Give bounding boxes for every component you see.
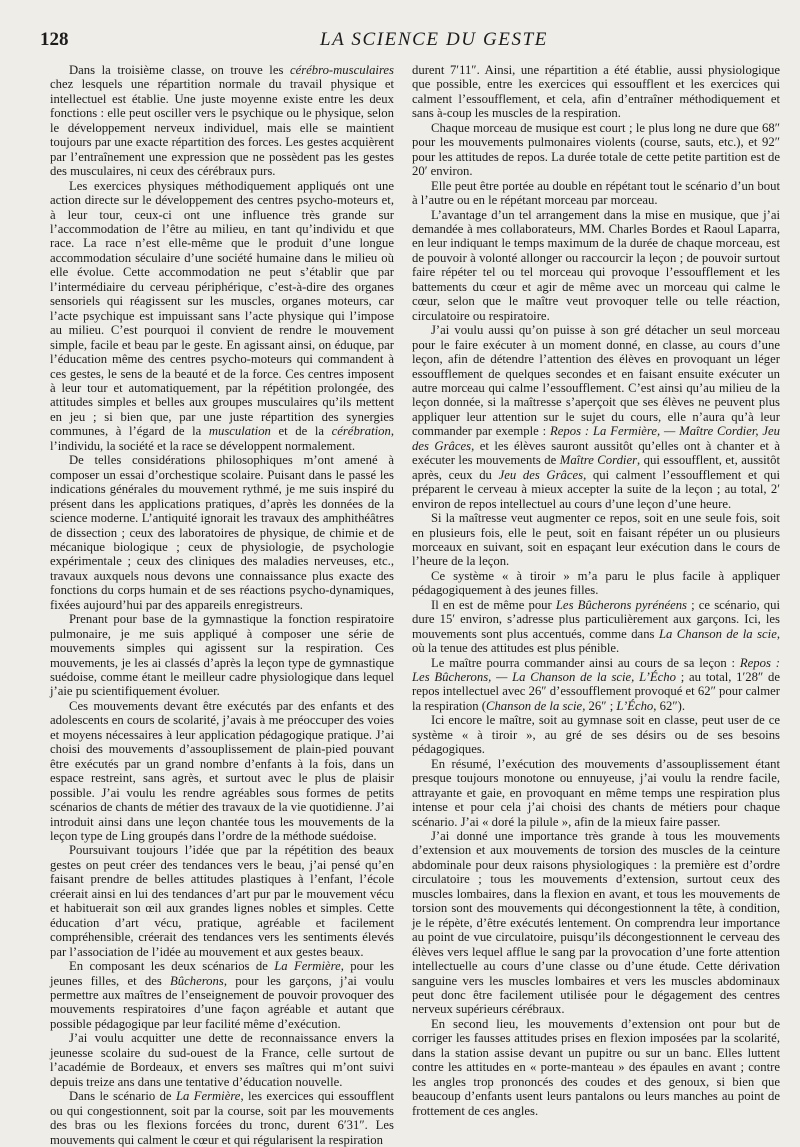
italic-text: Maître Cordier xyxy=(559,453,638,468)
running-title: LA SCIENCE DU GESTE xyxy=(320,29,548,50)
italic-text: cérébro-musculaires xyxy=(289,63,394,77)
text-run: , pour les garçons, j’ai voulu permettre aux maîtres de l’enseignement de pouvoir provoquer des mouvements respiratoires d’une façon agréable et autant que possible pédagogique par leur facilité même d’exécution. xyxy=(50,973,394,1031)
text-run: durent 7′11″. Ainsi, une répartition a été établie, aussi physiologique que possible, entre les exercices qui essoufflent et les exercices qui calment l’essoufflement, et cela, afin d’entraîner méthodiquement et sans à-coup les muscles de la respiration. xyxy=(412,63,780,121)
text-run: Si la maîtresse veut augmenter ce repos, soit en une seule fois, soit en plusieurs fois, elle le peut, soit en faisant répéter un ou plusieurs morceaux en suivant, soit en espaçant leur exécution dans le cours de l’heure de la leçon. xyxy=(412,511,780,569)
paragraph xyxy=(412,598,780,656)
paragraph xyxy=(50,179,394,454)
italic-text: L’Écho xyxy=(616,698,654,713)
text-run: Ici encore le maître, soit au gymnase soit en classe, peut user de ce système « à tiroir », au gré de ses désirs ou de ses besoins pédagogiques. xyxy=(412,713,780,757)
text-run: et de la xyxy=(270,424,332,439)
italic-text: Bûcherons xyxy=(170,973,224,988)
italic-text: La Fermière xyxy=(274,959,341,974)
text-run: J’ai donné une importance très grande à tous les mouvements d’extension et aux mouvements de torsion des muscles de la ceinture abdominale pour deux raisons physiologiques : la première est d’ordre circulatoire ; tous les mouvements d’extension, surtout ceux des muscles lombaires, dans la flexion en avant, et tous les mouvements de torsion sont des mouvements qui décongestionnent la tête, à condition, je le répète, d’être exécutés lentement. On comprendra leur importance au point de vue circulatoire, puisqu’ils décongestionnent le cerveau des élèves vers lequel afflue le sang par la provocation d’une forte attention intellectuelle au cours d’une classe ou d’une étude. Cette dérivation sanguine vers les muscles lombaires et vers les muscles abdominaux peut donc être facilement utilisée pour le dégagement des centres nerveux supérieurs cérébraux. xyxy=(412,829,780,1017)
text-run: , qui calment l’essoufflement et qui préparent le cerveau à mieux accepter la suite de la leçon ; au total, 2′ environ de repos intellectuel au cours d’une leçon d’une heure. xyxy=(412,467,780,511)
text-run: En composant les deux scénarios de xyxy=(69,959,275,974)
paragraph xyxy=(412,569,780,598)
page-number: 128 xyxy=(40,29,69,50)
paragraph xyxy=(50,453,394,612)
paragraph xyxy=(50,612,394,699)
paragraph xyxy=(50,1031,394,1089)
paragraph xyxy=(50,843,394,959)
text-run: , et les élèves sauront aussitôt qu’elles ont à chanter et à exécuter les mouvements de xyxy=(412,438,780,468)
text-run: Dans le scénario de xyxy=(69,1089,176,1104)
text-run: , 26″ ; xyxy=(582,698,617,713)
italic-text: Repos : Les Bûcherons, — La Chanson de la scie, L’Écho xyxy=(412,655,780,685)
italic-text: Les Bûcherons pyrénéens xyxy=(555,597,687,612)
text-run: L’avantage d’un tel arrangement dans la mise en musique, que j’ai demandée à mes collaborateurs, MM. Charles Bordes et Raoul Laparra, en leur indiquant le temps maximum de la durée de chaque morceau, est de pouvoir à volonté allonger ou raccourcir la leçon ; de pouvoir surtout faire répéter tel ou tel morceau qui provoque l’essoufflement et les battements du cœur et agir de même avec un morceau qui calme le cœur, selon que le maître veut provoquer telle ou telle réaction, circulatoire ou respiratoire. xyxy=(412,207,780,323)
paragraph xyxy=(412,63,780,121)
text-run: Poursuivant toujours l’idée que par la répétition des beaux gestes on peut créer des tendances vers le beau, j’ai pensé qu’en faisant prendre de belles attitudes plastiques à l’enfant, l’école créerait ainsi en lui des tendances d’art pur par le mouvement vécu et habituerait son œil aux grandes lignes nobles et simples. Cette éducation d’art vécu, pratique, agréable et facilement compréhensible, créerait des tendances vers les sentiments élevés par l’association de l’idée au mouvement et aux gestes beaux. xyxy=(50,843,394,959)
paragraph xyxy=(50,699,394,844)
text-run: , 62″). xyxy=(653,698,685,713)
italic-text: Jeu des Grâces xyxy=(498,467,584,482)
text-run: , qui essoufflent, et, aussitôt après, ceux du xyxy=(412,453,780,482)
text-run: Elle peut être portée au double en répétant tout le scénario d’un bout à l’autre ou en le répétant morceau par morceau. xyxy=(412,178,780,208)
left-column xyxy=(50,63,394,1147)
text-run: Chaque morceau de musique est court ; le plus long ne dure que 68″ pour les mouvements pulmonaires violents (course, sauts, etc.), et 92″ pour les attitudes de repos. La durée totale de cette petite partition est de 20′ environ. xyxy=(412,120,780,179)
paragraph xyxy=(412,713,780,756)
text-run: En résumé, l’exécution des mouvements d’assouplissement étant presque toujours monotone ou ennuyeuse, j’ai voulu la rendre facile, attrayante et gaie, en provoquant en même temps une respiration plus intense et pour cela j’ai choisi des chants de métiers pour chaque scénario. J’ai « doré la pilule », afin de la mieux faire passer. xyxy=(412,756,780,829)
paragraph xyxy=(412,323,780,511)
italic-text: Chanson de la scie xyxy=(485,698,583,713)
italic-text: musculation xyxy=(208,424,271,439)
italic-text: La Chanson de la scie xyxy=(658,626,777,641)
paragraph xyxy=(50,1089,394,1147)
text-run: , l’individu, la société et la race se développent normalement. xyxy=(50,424,394,453)
italic-text: cérébration xyxy=(331,424,391,439)
italic-text: Repos : La Fermière, — Maître Cordier, Jeu des Grâces xyxy=(412,424,780,453)
text-run: Dans la troisième classe, on trouve les xyxy=(69,63,290,77)
text-run: Il en est de même pour xyxy=(431,597,556,612)
paragraph xyxy=(50,63,394,179)
paragraph xyxy=(412,511,780,569)
text-run: De telles considérations philosophiques m’ont amené à composer un essai d’orchestique scolaire. Puisant dans le passé les indications générales du mouvement rythmé, je me suis inspiré du présent dans les applications pratiques, d’après les données de la science moderne. L’antiquité ignorait les travaux des amphithéâtres de dissection ; ceux des laboratoires de physique, de chimie et de mécanique biologique ; ceux de physiologie, de psychologie expérimentale ; ceux des cliniques des maladies nerveuses, etc., travaux auxquels nous devons une connaissance plus exacte des fonctions du corps humain et de ses réactions psycho-dynamiques, fixées aujourd’hui par des appareils enregistreurs. xyxy=(50,453,394,612)
text-run: Le maître pourra commander ainsi au cours de sa leçon : xyxy=(431,655,740,670)
paragraph xyxy=(412,829,780,1017)
text-run: En second lieu, les mouvements d’extension ont pour but de corriger les fausses attitudes prises en flexion imposées par la scolarité, dans la station assise devant un pupitre ou sur un banc. Elles luttent contre les attitudes en « porte-manteau » des épaules en avant ; contre les angles trop prononcés des coudes et des genoux, si bien que beaucoup d’enfants usent leurs pantalons ou leurs manches au point de frottement de ces angles. xyxy=(412,1016,780,1118)
paragraph xyxy=(412,1017,780,1118)
text-run: chez lesquels une répartition normale du travail physique et intellectuel est établie. Une juste moyenne existe entre les deux fonctions : elle peut osciller vers le psychique ou le physique, selon le développement nerveux individuel, mais elle se maintient toujours par une exacte répartition des forces. Les gestes acquièrent par l’entraînement une expression que ne possèdent pas les gestes des musculaires, ni ceux des cérébraux purs. xyxy=(50,77,394,179)
paragraph xyxy=(412,179,780,208)
paragraph xyxy=(412,757,780,829)
text-run: Ces mouvements devant être exécutés par des enfants et des adolescents en cours de scolarité, j’avais à me préoccuper des voies et moyens nécessaires à leur application pédagogique pratique. J’ai choisi des mouvements d’assouplissement de plain-pied pouvant être exécutés par un grand nombre d’enfants à la fois, dans un espace restreint, sans agrès, et surtout avec le plus de plaisir possible. J’ai voulu les rendre agréables sous formes de petits scénarios de chants de métier des travaux de la vie quotidienne. J’ai introduit ainsi dans une leçon chantée tous les mouvements de la leçon type de Ling groupés dans l’ordre de la méthode suédoise. xyxy=(50,698,394,844)
right-column xyxy=(412,63,780,1118)
italic-text: La Fermière xyxy=(175,1089,241,1104)
text-run: J’ai voulu acquitter une dette de reconnaissance envers la jeunesse scolaire du sud-ouest de la France, celle surtout de l’académie de Bordeaux, et envers ses maîtres qui m’ont suivi depuis treize ans dans une tentative d’éducation nouvelle. xyxy=(50,1031,394,1089)
paragraph xyxy=(50,959,394,1031)
text-run: ; ce scénario, qui dure 15′ environ, s’adresse plus particulièrement aux garçons. Ici, les mouvements sont plus accentués, comme dans xyxy=(412,597,780,641)
paragraph xyxy=(412,656,780,714)
text-run: ; au total, 1′28″ de repos intellectuel avec 26″ d’essoufflement provoqué et 62″ pour calmer la respiration ( xyxy=(412,670,780,713)
text-run: J’ai voulu aussi qu’on puisse à son gré détacher un seul morceau pour le faire exécuter à un moment donné, en classe, au cours d’une leçon, afin de détendre l’attention des élèves en provoquant un léger essoufflement de quelques secondes et en faisant ensuite exécuter un autre morceau qui calme l’essoufflement. C’est ainsi qu’au milieu de la leçon donnée, si la maîtresse s’aperçoit que ses élèves ne peuvent plus appliquer leur attention sur le sujet du cours, elle n’aura qu’à leur commander par exemple : xyxy=(412,323,780,439)
text-run: , pour les jeunes filles, et des xyxy=(50,959,394,988)
paragraph xyxy=(412,121,780,179)
text-run: Prenant pour base de la gymnastique la fonction respiratoire pulmonaire, je me suis appliqué à composer une série de mouvements simples qui agissent sur la respiration. Ces mouvements, je les ai classés d’après la leçon type de gymnastique suédoise, comme étant le meilleur cadre physiologique dans lequel j’aie pu scientifiquement évoluer. xyxy=(50,612,394,699)
page-header xyxy=(40,29,772,55)
text-run: , où la tenue des attitudes est plus pénible. xyxy=(412,626,781,656)
text-run: , les exercices qui essoufflent ou qui congestionnent, soit par la course, soit par les mouvements des bras ou les flexions forcées du tronc, durent 6′31″. Les mouvements qui calment le cœur et qui régularisent la respiration xyxy=(50,1089,394,1147)
text-run: Ce système « à tiroir » m’a paru le plus facile à appliquer pédagogiquement à des jeunes filles. xyxy=(412,568,780,598)
text-run: Les exercices physiques méthodiquement appliqués ont une action directe sur le développement des centres psycho-moteurs et, à leur tour, ceux-ci ont une influence très grande sur l’accommodation de l’être au milieu, en tant qu’individu et que race. La race n’est elle-même que le produit d’une longue accommodation séculaire d’une société humaine dans le milieu où elle évolue. Cette accommodation ne peut s’établir que par l’intermédiaire du cerveau périphérique, c’est-à-dire des organes sensoriels qui réagissent sur les muscles, organes moteurs, car l’acte psychique est impuissant sans l’acte physique qui l’impose au milieu. C’est pourquoi il convient de rendre le mouvement simple, facile et beau par le geste. En agissant ainsi, on éduque, par l’éducation même des centres psycho-moteurs qui commandent à ces gestes, le sens de la beauté et de la force. Ces centres imposent à leur tour et automatiquement, par la répétition prolongée, des attitudes simples et belles aux groupes musculaires qu’ils mettent en jeu ; si bien que, par une juste répartition des synergies communes, à l’égard de la xyxy=(50,178,394,439)
paragraph xyxy=(412,208,780,324)
